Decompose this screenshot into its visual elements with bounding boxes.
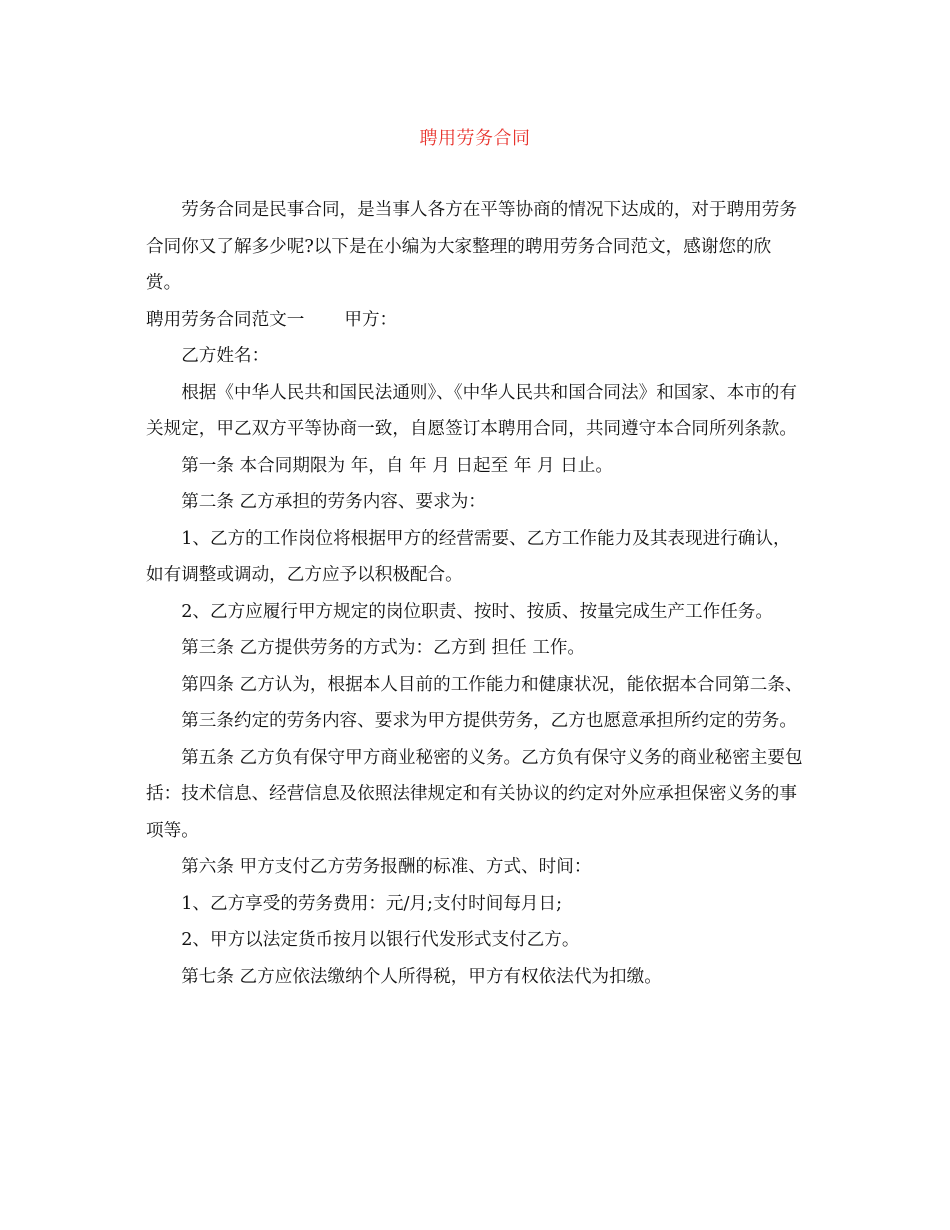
party-a-label: 甲方： <box>344 309 398 330</box>
paragraph-article-1: 第一条 本合同期限为 年，自 年 月 日起至 年 月 日止。 <box>181 455 613 476</box>
paragraph-party-b: 乙方姓名： <box>181 346 270 366</box>
paragraph-article-2-item-1: 1、乙方的工作岗位将根据甲方的经营需要、乙方工作能力及其表现进行确认，如有调整或调动，乙方应予以积极配合。 <box>146 528 791 585</box>
paragraph-article-6: 第六条 甲方支付乙方劳务报酬的标准、方式、时间： <box>181 857 592 877</box>
paragraph-article-4: 第四条 乙方认为，根据本人目前的工作能力和健康状况，能依据本合同第二条、 <box>181 674 803 695</box>
sample-heading-label: 聘用劳务合同范文一 <box>146 309 305 330</box>
paragraph-article-4-cont: 第三条约定的劳务内容、要求为甲方提供劳务，乙方也愿意承担所约定的劳务。 <box>181 711 797 731</box>
paragraph-basis: 根据《中华人民共和国民法通则》、《中华人民共和国合同法》和国家、本市的有关规定，甲乙双方平等协商一致，自愿签订本聘用合同，共同遵守本合同所列条款。 <box>146 382 797 439</box>
paragraph-article-5: 第五条 乙方负有保守甲方商业秘密的义务。乙方负有保守义务的商业秘密主要包括：技术信息、经营信息及依照法律规定和有关协议的约定对外应承担保密义务的事项等。 <box>146 747 803 841</box>
paragraph-sample-heading <box>146 302 806 339</box>
document-body <box>146 192 806 995</box>
paragraph-article-2-item-2: 2、乙方应履行甲方规定的岗位职责、按时、按质、按量完成生产工作任务。 <box>181 601 773 622</box>
paragraph-article-2: 第二条 乙方承担的劳务内容、要求为： <box>181 492 486 512</box>
paragraph-article-3: 第三条 乙方提供劳务的方式为：乙方到 担任 工作。 <box>181 638 586 658</box>
paragraph-intro: 劳务合同是民事合同，是当事人各方在平等协商的情况下达成的，对于聘用劳务合同你又了解多少呢?以下是在小编为大家整理的聘用劳务合同范文，感谢您的欣赏。 <box>146 200 797 293</box>
paragraph-article-6-item-2: 2、甲方以法定货币按月以银行代发形式支付乙方。 <box>181 930 580 950</box>
document-title: 聘用劳务合同 <box>419 128 531 149</box>
paragraph-article-7: 第七条 乙方应依法缴纳个人所得税，甲方有权依法代为扣缴。 <box>181 966 662 987</box>
paragraph-article-6-item-1: 1、乙方享受的劳务费用：元/月;支付时间每月日; <box>181 893 563 914</box>
